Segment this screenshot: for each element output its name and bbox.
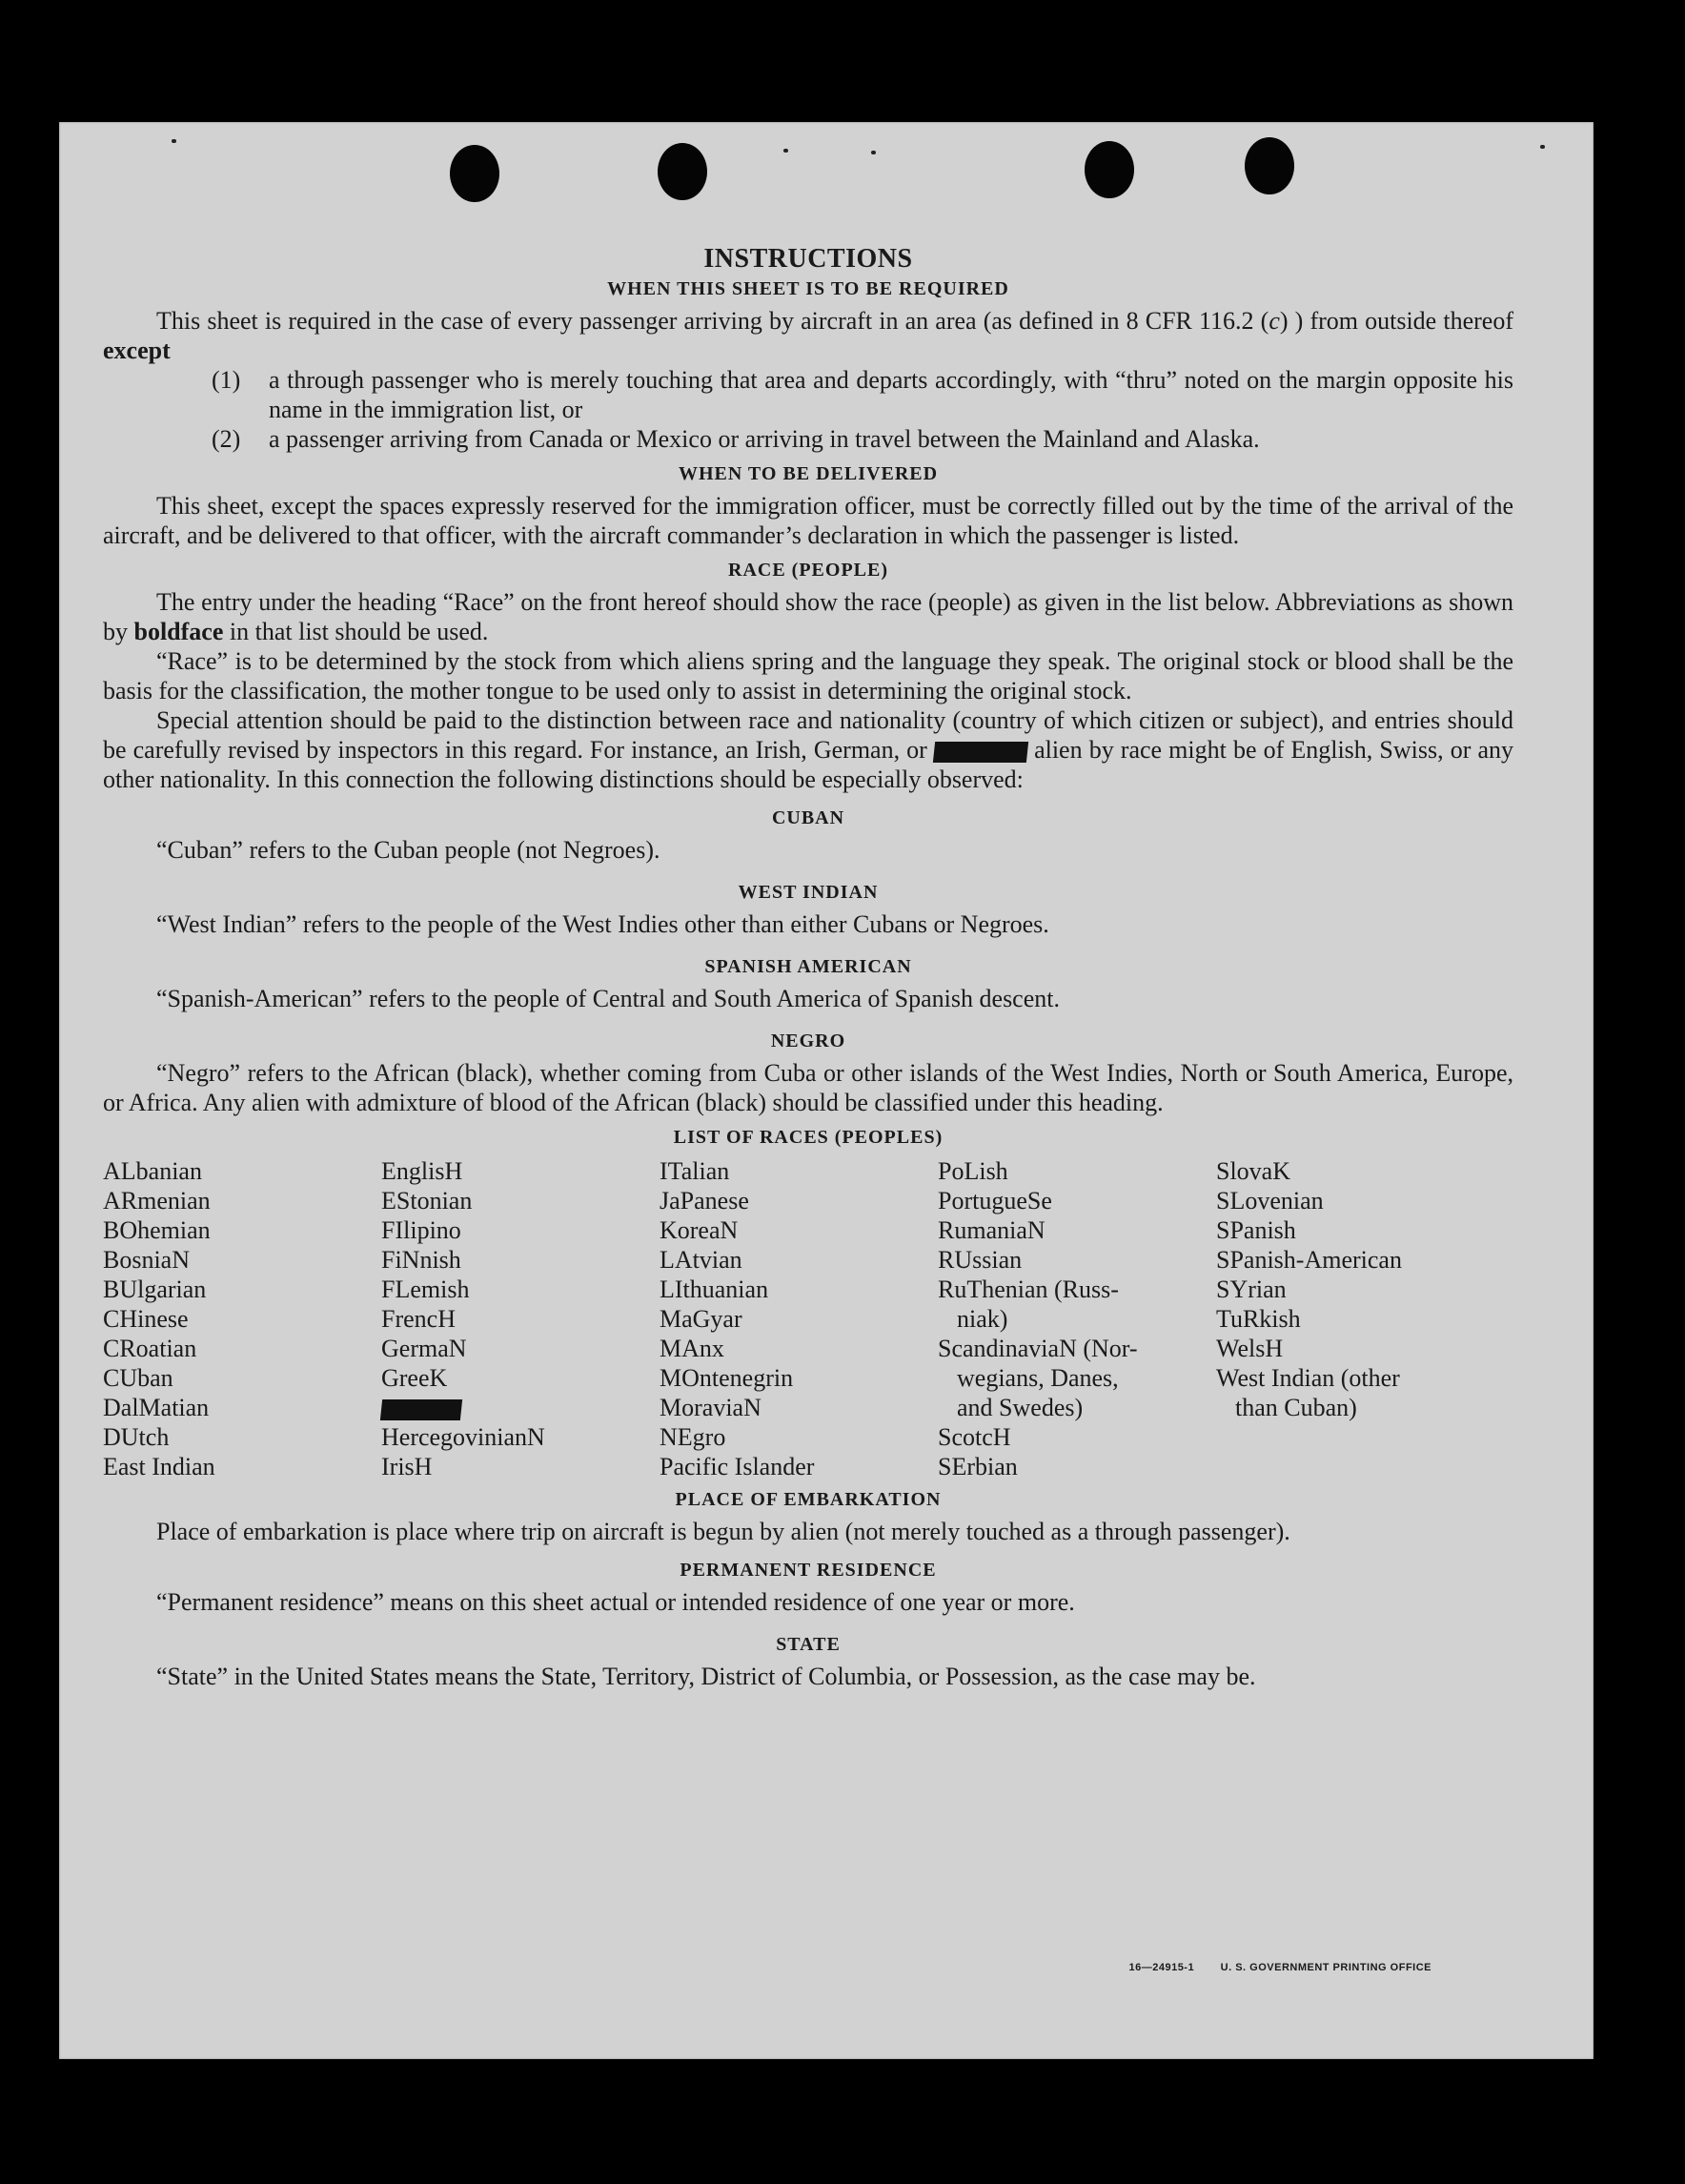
race-entry: GreeK [381, 1364, 448, 1392]
race-entry: PoLish [938, 1157, 1008, 1185]
paragraph: This sheet is required in the case of every passenger arriving by aircraft in an area (as defined in 8 CFR 116.2 (c) ) from outside thereof except [103, 307, 1513, 364]
race-entry: CHinese [103, 1305, 189, 1333]
race-entry: EnglisH [381, 1157, 463, 1185]
race-entry: JaPanese [660, 1187, 749, 1214]
redaction-mark [933, 742, 1028, 763]
race-entry: CRoatian [103, 1335, 197, 1362]
paragraph: “State” in the United States means the State, Territory, District of Columbia, or Possession, as the case may be. [156, 1663, 1256, 1690]
section-heading: PLACE OF EMBARKATION [675, 1489, 942, 1510]
race-entry-redacted [381, 1393, 660, 1422]
race-entry: and Swedes) [957, 1394, 1084, 1421]
paragraph: “Negro” refers to the African (black), whether coming from Cuba or other islands of the West Indies, North or South America, Europe, or Africa. Any alien with admixture of blood of the African (black) should be classified under this heading. [103, 1059, 1513, 1116]
list-item: (1) a through passenger who is merely touching that area and departs accordingly, with “thru” noted on the margin opposite his name in the immigration list, or [212, 366, 1513, 423]
race-entry: West Indian (other [1216, 1364, 1400, 1392]
race-entry: FIlipino [381, 1216, 461, 1244]
section-heading: WHEN THIS SHEET IS TO BE REQUIRED [607, 278, 1009, 299]
instructions-body [103, 244, 1513, 1691]
race-entry: ITalian [660, 1157, 730, 1185]
race-entry: ScotcH [938, 1423, 1011, 1451]
speck [871, 151, 876, 154]
race-entry: DUtch [103, 1423, 170, 1451]
race-entry: LAtvian [660, 1246, 742, 1274]
section-heading: WEST INDIAN [738, 882, 879, 903]
paragraph: The entry under the heading “Race” on the front hereof should show the race (people) as given in the list below. Abbreviations as shown by boldface in that list should be used. [103, 588, 1513, 645]
punch-hole [450, 145, 499, 202]
speck [172, 139, 176, 143]
race-column [1216, 1156, 1502, 1481]
section-heading: NEGRO [770, 1031, 846, 1051]
race-entry: MAnx [660, 1335, 724, 1362]
race-entry: niak) [957, 1305, 1008, 1333]
race-list [103, 1156, 1513, 1481]
race-entry: PortugueSe [938, 1187, 1052, 1214]
race-entry: ScandinaviaN (Nor- [938, 1335, 1138, 1362]
race-entry: GermaN [381, 1335, 467, 1362]
race-entry: RUssian [938, 1246, 1023, 1274]
race-entry: NEgro [660, 1423, 726, 1451]
printer-name: U. S. GOVERNMENT PRINTING OFFICE [1220, 1962, 1431, 1973]
race-entry: BOhemian [103, 1216, 211, 1244]
section-heading: PERMANENT RESIDENCE [680, 1560, 937, 1581]
race-entry: than Cuban) [1235, 1394, 1357, 1421]
paragraph: “Cuban” refers to the Cuban people (not Negroes). [156, 836, 660, 864]
section-heading: WHEN TO BE DELIVERED [678, 463, 939, 484]
section-heading: SPANISH AMERICAN [704, 956, 912, 977]
form-number: 16—24915-1 [1128, 1962, 1195, 1973]
punch-hole [1085, 141, 1134, 198]
race-column [938, 1156, 1216, 1481]
race-entry: ARmenian [103, 1187, 211, 1214]
race-entry: wegians, Danes, [957, 1364, 1119, 1392]
race-entry: SPanish-American [1216, 1246, 1402, 1274]
race-column [381, 1156, 660, 1481]
race-entry: BUlgarian [103, 1276, 207, 1303]
section-heading: CUBAN [771, 807, 845, 828]
redaction-mark [380, 1399, 462, 1420]
section-heading: RACE (PEOPLE) [728, 560, 888, 581]
race-entry: LIthuanian [660, 1276, 769, 1303]
paragraph: This sheet, except the spaces expressly reserved for the immigration officer, must be correctly filled out by the time of the arrival of the aircraft, and be delivered to that officer, with the aircraft commander’s declaration in which the passenger is listed. [103, 492, 1513, 549]
race-entry: MOntenegrin [660, 1364, 794, 1392]
race-entry: Pacific Islander [660, 1453, 815, 1480]
race-entry: DalMatian [103, 1394, 210, 1421]
punch-hole [1245, 137, 1294, 194]
race-entry: TuRkish [1216, 1305, 1301, 1333]
race-entry: MaGyar [660, 1305, 742, 1333]
race-entry: ALbanian [103, 1157, 202, 1185]
race-entry: HercegovinianN [381, 1423, 545, 1451]
speck [783, 149, 788, 153]
race-entry: SlovaK [1216, 1157, 1290, 1185]
race-entry: East Indian [103, 1453, 215, 1480]
speck [1540, 145, 1545, 149]
paragraph: “West Indian” refers to the people of the West Indies other than either Cubans or Negroes. [156, 910, 1049, 938]
race-entry: SYrian [1216, 1276, 1287, 1303]
race-column [660, 1156, 938, 1481]
section-heading: STATE [776, 1634, 841, 1655]
race-entry: IrisH [381, 1453, 433, 1480]
race-entry: FiNnish [381, 1246, 461, 1274]
race-entry: RumaniaN [938, 1216, 1046, 1244]
race-entry: SPanish [1216, 1216, 1296, 1244]
paragraph: “Spanish-American” refers to the people of Central and South America of Spanish descent. [156, 985, 1060, 1012]
race-entry: FLemish [381, 1276, 470, 1303]
race-entry: KoreaN [660, 1216, 739, 1244]
section-heading: LIST OF RACES (PEOPLES) [673, 1127, 944, 1148]
race-entry: SLovenian [1216, 1187, 1324, 1214]
race-entry: MoraviaN [660, 1394, 761, 1421]
race-entry: FrencH [381, 1305, 456, 1333]
race-entry: RuThenian (Russ- [938, 1276, 1119, 1303]
paragraph: Place of embarkation is place where trip on aircraft is begun by alien (not merely touched as a through passenger). [156, 1518, 1290, 1545]
paragraph: “Race” is to be determined by the stock from which aliens spring and the language they speak. The original stock or blood shall be the basis for the classification, the mother tongue to be used only to assist in determining the original stock. [103, 647, 1513, 704]
race-entry: SErbian [938, 1453, 1018, 1480]
race-entry: CUban [103, 1364, 173, 1392]
race-column [103, 1156, 381, 1481]
paragraph: “Permanent residence” means on this sheet actual or intended residence of one year or more. [156, 1588, 1075, 1616]
paragraph: Special attention should be paid to the distinction between race and nationality (country of which citizen or subject), and entries should be carefully revised by inspectors in this regard. For instance, an Irish, German, or alien by race might be of English, Swiss, or any other nationality. In this connection the following distinctions should be especially observed: [103, 706, 1513, 793]
race-entry: EStonian [381, 1187, 473, 1214]
printer-imprint [1106, 1962, 1431, 1973]
page-title: INSTRUCTIONS [703, 244, 913, 274]
list-item: (2) a passenger arriving from Canada or Mexico or arriving in travel between the Mainland and Alaska. [212, 425, 1260, 453]
document-sheet [59, 122, 1594, 2059]
race-entry: WelsH [1216, 1335, 1284, 1362]
race-entry: BosniaN [103, 1246, 190, 1274]
punch-hole [658, 143, 707, 200]
